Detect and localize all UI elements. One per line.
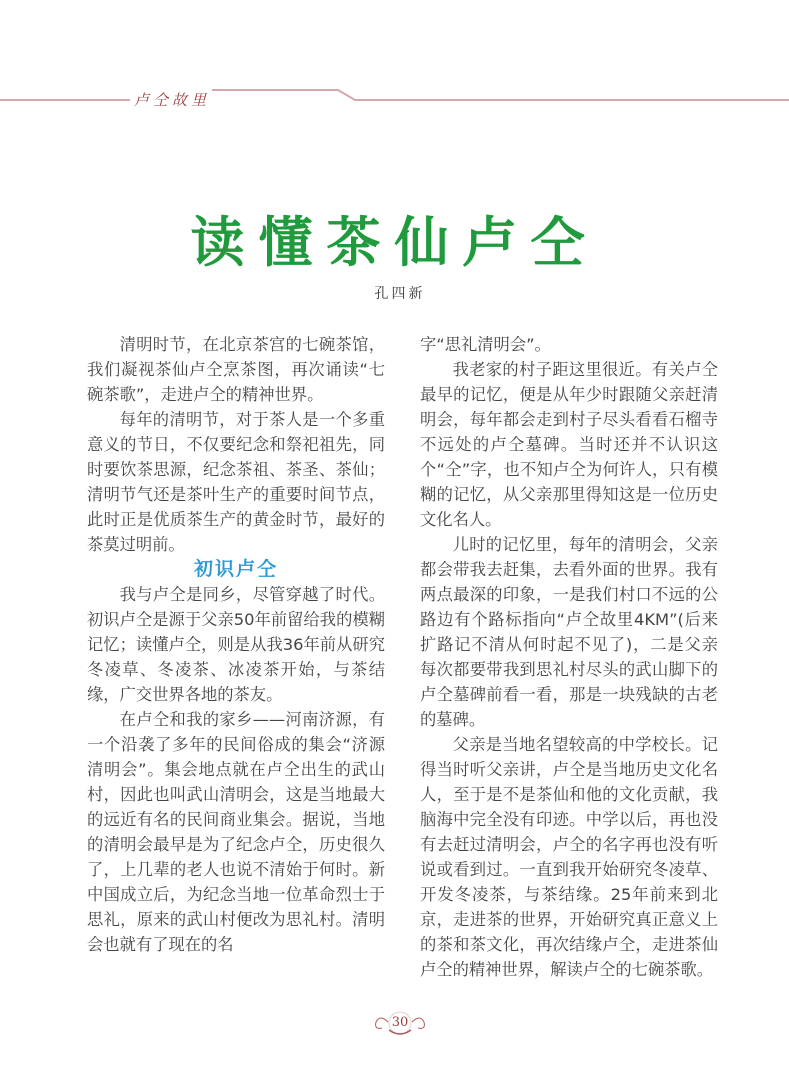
paragraph: 每年的清明节，对于茶人是一个多重意义的节日，不仅要纪念和祭祀祖先，同时要饮茶思源，纪念茶祖、茶圣、茶仙；清明节气还是茶叶生产的重要时间节点，此时正是优质茶生产的黄金时节，最好的茶莫过明前。 bbox=[87, 410, 385, 554]
paragraph: 我与卢仝是同乡，尽管穿越了时代。初识卢仝是源于父亲50年前留给我的模糊记忆；读懂卢仝，则是从我36年前从研究冬凌草、冬凌茶、冰凌茶开始，与茶结缘，广交世界各地的茶友。 bbox=[87, 585, 385, 704]
paragraph: 儿时的记忆里，每年的清明会，父亲都会带我去赶集，去看外面的世界。我有两点最深的印象，一是我们村口不远的公路边有个路标指向“卢仝故里4KM”(后来扩路记不清从何时起不见了)，二是父亲每次都要带我到思礼村尽头的武山脚下的卢仝墓碑前看一看，那是一块残缺的古老的墓碑。 bbox=[420, 535, 718, 729]
header-rule bbox=[0, 80, 789, 110]
article-title: 读懂茶仙卢仝 bbox=[190, 210, 599, 274]
paragraph: 在卢仝和我的家乡——河南济源，有一个沿袭了多年的民间俗成的集会“济源清明会”。集会地点就在卢仝出生的武山村，因此也叫武山清明会，这是当地最大的远近有名的民间商业集会。据说，当地的清明会最早是为了纪念卢仝，历史很久了，上几辈的老人也说不清始于何时。新中国成立后，为纪念当地一位革命烈士于思礼，原来的武山村便改为思礼村。清明会也就有了现在的名 bbox=[87, 710, 385, 954]
paragraph: 我老家的村子距这里很近。有关卢仝最早的记忆，便是从年少时跟随父亲赶清明会，每年都会走到村子尽头看看石榴寺不远处的卢仝墓碑。当时还并不认识这个“仝”字，也不知卢仝为何许人，只有模糊的记忆，从父亲那里得知这是一位历史文化名人。 bbox=[420, 360, 718, 529]
article-author: 孔四新 bbox=[374, 286, 426, 302]
column-left bbox=[87, 332, 385, 957]
column-right bbox=[420, 332, 718, 982]
page-number: 30 bbox=[391, 1015, 409, 1030]
section-heading: 初识卢仝 bbox=[193, 558, 278, 580]
section-label: 卢仝故里 bbox=[134, 91, 211, 109]
paragraph-continuation: 字“思礼清明会”。 bbox=[420, 335, 551, 354]
paragraph: 父亲是当地名望较高的中学校长。记得当时听父亲讲，卢仝是当地历史文化名人，至于是不是茶仙和他的文化贡献，我脑海中完全没有印迹。中学以后，再也没有去赶过清明会，卢仝的名字再也没有听说或看到过。一直到我开始研究冬凌草、开发冬凌茶，与茶结缘。25年前来到北京，走进茶的世界，开始研究真正意义上的茶和茶文化，再次结缘卢仝，走进茶仙卢仝的精神世界，解读卢仝的七碗茶歌。 bbox=[420, 735, 718, 979]
paragraph: 清明时节，在北京茶宫的七碗茶馆，我们凝视茶仙卢仝烹茶图，再次诵读“七碗茶歌”，走进卢仝的精神世界。 bbox=[87, 335, 385, 404]
